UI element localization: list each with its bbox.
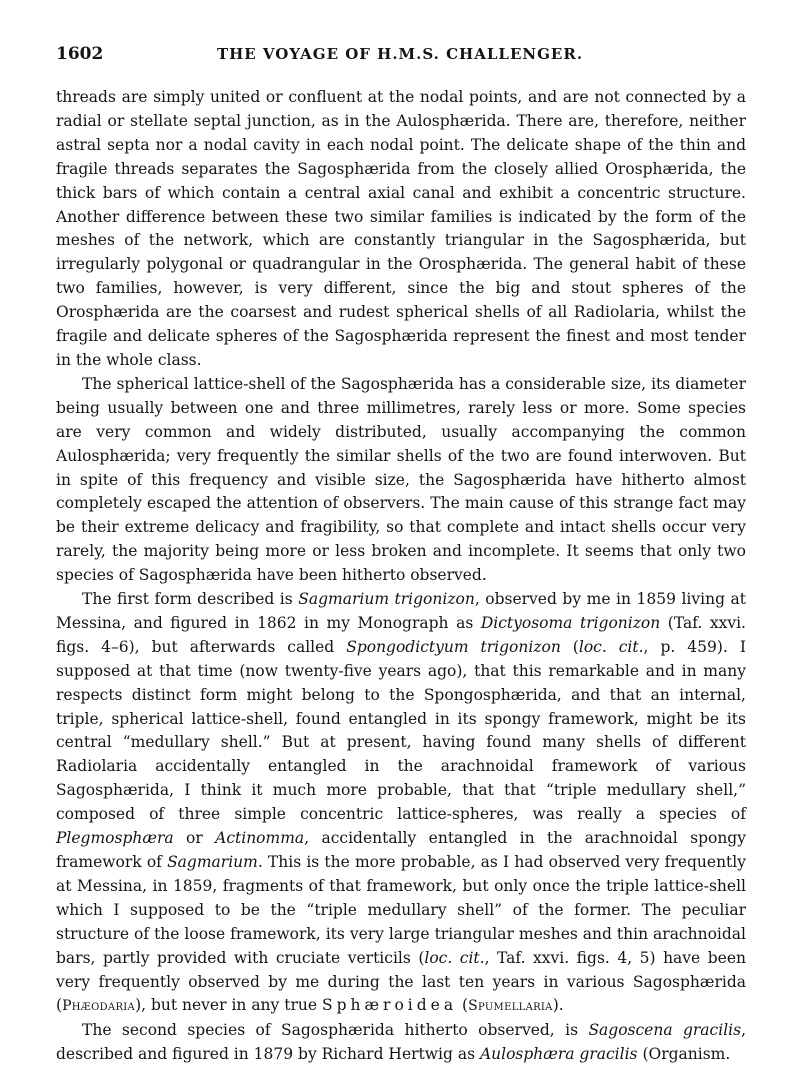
running-title: THE VOYAGE OF H.M.S. CHALLENGER. [216, 45, 584, 63]
legion-name: Spumellaria [468, 998, 553, 1015]
text-run: ), but never in any true [135, 996, 322, 1015]
spaced-taxon: Sphæroidea [321, 996, 458, 1015]
text-run: threads are simply united or confluent at the nodal points, and are not connected by a radial or stellate septal junction, as in the Aulosphærida. There are, therefore, neither astral septa nor a nodal cavity in each nodal point. The delicate shape of the thin and fragile threads separates the Sagosphærida from the closely allied Orosphærida, the thick bars of which contain a central axial canal and exhibit a concentric structure. Another difference between these two similar families is indicated by the form of the meshes of the network, which are constantly triangular in the Sagosphærida, but irregularly polygonal or quadrangular in the Orosphærida. The general habit of these two families, however, is very different, since the big and stout spheres of the Orosphærida are the coarsest and rudest spherical shells of all Radiolaria, whilst the fragile and delicate spheres of the Sagosphærida represent the finest and most tender in the whole class. [56, 88, 746, 369]
taxon-name: Plegmosphæra [56, 829, 174, 848]
text-run: , described and figured in 1879 by Richard Hertwig as [56, 1021, 746, 1064]
taxon-name: Aulosphæra gracilis [479, 1045, 638, 1064]
text-run: , Taf. xxvi. figs. 4, 5) have been very frequently observed by me during the last ten years in various Sagosphærida ( [56, 948, 746, 1015]
text-run: ). [552, 996, 564, 1015]
text-run: . This is the more probable, as I had observed very frequently at Messina, in 1859, fragments of that framework, but only once the triple lattice-shell which I supposed to be the “triple medullary shell” of the former. The peculiar structure of the loose framework, its very large triangular meshes and thin arachnoidal bars, partly provided with cruciate verticils ( [56, 853, 747, 967]
taxon-name: Sagmarium trigonizon [298, 590, 475, 609]
text-run: The spherical lattice-shell of the Sagosphærida has a considerable size, its diameter being usually between one and three millimetres, rarely less or more. Some species are very common and widely distributed, usually accompanying the common Aulosphærida; very frequently the similar shells of the two are found interwoven. But in spite of this frequency and visible size, the Sagosphærida have hitherto almost completely escaped the attention of observers. The main cause of this strange fact may be their extreme delicacy and fragibility, so that complete and intact shells occur very rarely, the majority being more or less broken and incomplete. It seems that only two species of Sagosphærida have been hitherto observed. [56, 374, 746, 585]
page-number: 1602 [56, 44, 104, 64]
text-run: or [173, 829, 216, 848]
text-run: ( [560, 637, 579, 656]
text-run: , p. 459). I supposed at that time (now twenty-five years ago), that this remarkable and in many respects distinct form might belong to the Spongosphærida, and that an internal, triple, spherical lattice-shell, found entangled in its spongy framework, might be its central “medullary shell.” But at present, having found many shells of different Radiolaria accidentally entangled in the arachnoidal framework of various Sagosphærida, I think it much more probable, that that “triple medullary shell,” composed of three simple concentric lattice-spheres, was really a species of [56, 637, 746, 824]
body-text [56, 86, 746, 1067]
text-run: ( [457, 996, 469, 1015]
taxon-name: Sagmarium [167, 853, 258, 871]
paragraph-3 [56, 588, 746, 1019]
text-run: The first form described is [82, 590, 299, 609]
taxon-name: Actinomma [215, 829, 305, 848]
citation-abbrev: loc. cit. [424, 948, 485, 967]
citation-abbrev: loc. cit. [578, 637, 644, 656]
text-run: , observed by me in 1859 living at Messina, and figured in 1862 in my Monograph as [56, 590, 746, 632]
paragraph-1 [56, 86, 746, 373]
page-header [56, 44, 744, 70]
paragraph-4 [56, 1019, 746, 1067]
text-run: , accidentally entangled in the arachnoidal spongy framework of [56, 829, 746, 871]
text-run: The second species of Sagosphærida hitherto observed, is [82, 1021, 589, 1040]
text-run: (Taf. xxvi. figs. 4–6), but afterwards called [56, 613, 746, 656]
legion-name: Phæodaria [62, 998, 136, 1015]
paragraph-2 [56, 373, 746, 588]
taxon-name: Sagoscena gracilis [588, 1021, 742, 1040]
taxon-name: Dictyosoma trigonizon [480, 613, 661, 632]
text-run: (Organism. [637, 1045, 731, 1064]
taxon-name: Spongodictyum trigonizon [346, 637, 561, 656]
